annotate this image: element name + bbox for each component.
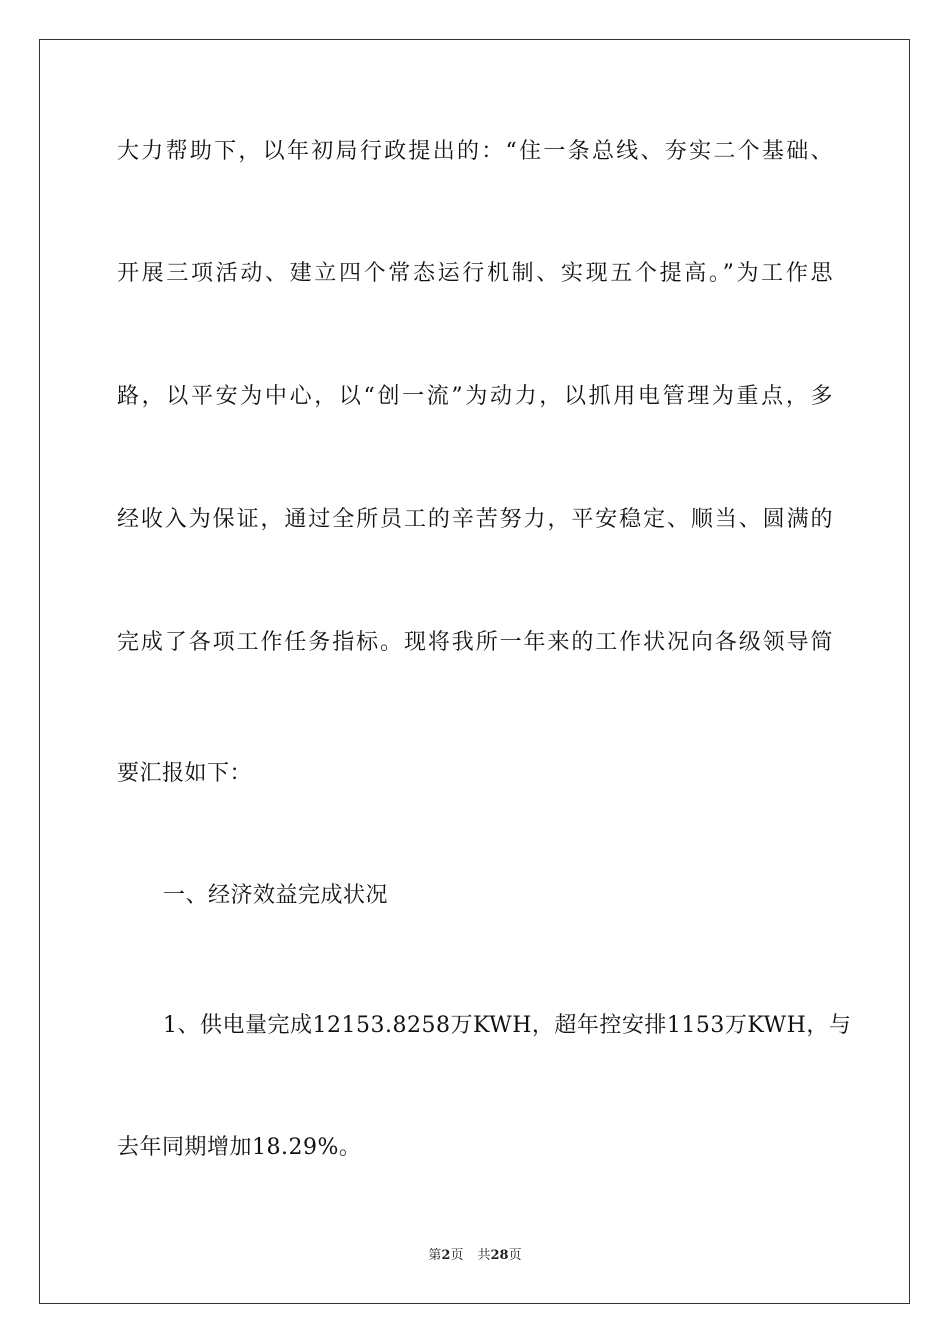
paragraph-line: 大力帮助下，以年初局行政提出的：“住一条总线、夯实二个基础、	[117, 139, 833, 164]
total-prefix: 共	[477, 1248, 491, 1263]
paragraph-line: 完成了各项工作任务指标。现将我所一年来的工作状况向各级领导简	[117, 630, 833, 655]
page-prefix: 第	[428, 1248, 442, 1263]
paragraph-line: 要汇报如下：	[117, 761, 253, 786]
paragraph-line: 经收入为保证，通过全所员工的辛苦努力，平安稳定、顺当、圆满的	[117, 507, 833, 532]
page-border	[39, 39, 910, 1304]
paragraph-line: 路，以平安为中心，以“创一流”为动力，以抓用电管理为重点，多	[117, 384, 833, 409]
total-suffix: 页	[508, 1248, 522, 1263]
paragraph-line: 1、供电量完成12153.8258万KWH，超年控安排1153万KWH，与	[163, 1013, 852, 1038]
paragraph-line: 去年同期增加18.29%。	[117, 1135, 362, 1160]
page-footer	[0, 1247, 950, 1265]
page-number: 2	[441, 1248, 451, 1263]
total-pages: 28	[490, 1248, 509, 1263]
page-suffix: 页	[450, 1248, 464, 1263]
paragraph-line: 开展三项活动、建立四个常态运行机制、实现五个提高。”为工作思	[117, 261, 833, 286]
section-heading: 一、经济效益完成状况	[163, 883, 389, 908]
